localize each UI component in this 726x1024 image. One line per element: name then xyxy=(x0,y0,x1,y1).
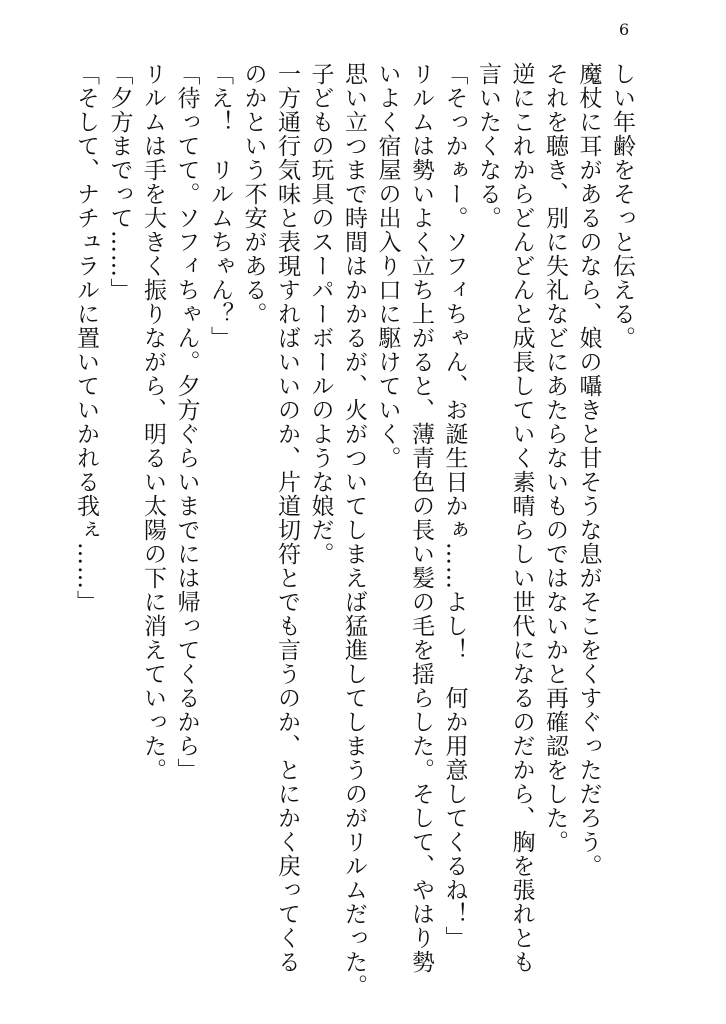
text-line: 「待ってて。ソフィちゃん。夕方ぐらいまでには帰ってくるから」 xyxy=(173,62,200,782)
text-line: リルムは手を大きく振りながら、明るい太陽の下に消えていった。 xyxy=(140,62,166,782)
text-line: しい年齢をそっと伝える。 xyxy=(609,62,635,350)
page-number: 6 xyxy=(619,20,630,39)
novel-text-column xyxy=(69,62,639,1002)
text-line: それを聴き、別に失礼などにあたらないものではないかと再確認をした。 xyxy=(542,62,568,854)
text-line: リルムは勢いよく立ち上がると、薄青色の長い髪の毛を揺らした。そして、やはり勢 xyxy=(408,62,434,974)
text-line: 「そして、ナチュラルに置いていかれる我ぇ……」 xyxy=(73,62,99,614)
text-line: 一方通行気味と表現すればいいのか、片道切符とでも言うのか、とにかく戻ってくる xyxy=(274,62,300,974)
text-line: 思い立つまで時間はかかるが、火がついてしまえば猛進してしまうのがリルムだった。 xyxy=(341,62,367,998)
text-line: 「夕方までって……」 xyxy=(106,62,133,302)
text-line: 「え！ リルムちゃん？」 xyxy=(207,62,233,350)
text-line: のかという不安がある。 xyxy=(240,62,267,326)
text-line: 「そっかぁー。ソフィちゃん、お誕生日かぁ……よし！ 何か用意してくるね！」 xyxy=(441,62,468,950)
text-line: いよく宿屋の出入り口に駆けていく。 xyxy=(374,62,401,470)
text-line: 魔杖に耳があるのなら、娘の囁きと甘そうな息がそこをくすぐっただろう。 xyxy=(575,62,602,878)
text-line: 逆にこれからどんどんと成長していく素晴らしい世代になるのだから、胸を張れとも xyxy=(508,62,535,974)
text-line: 子どもの玩具のスーパーボールのような娘だ。 xyxy=(307,62,334,566)
text-line: 言いたくなる。 xyxy=(475,62,501,230)
